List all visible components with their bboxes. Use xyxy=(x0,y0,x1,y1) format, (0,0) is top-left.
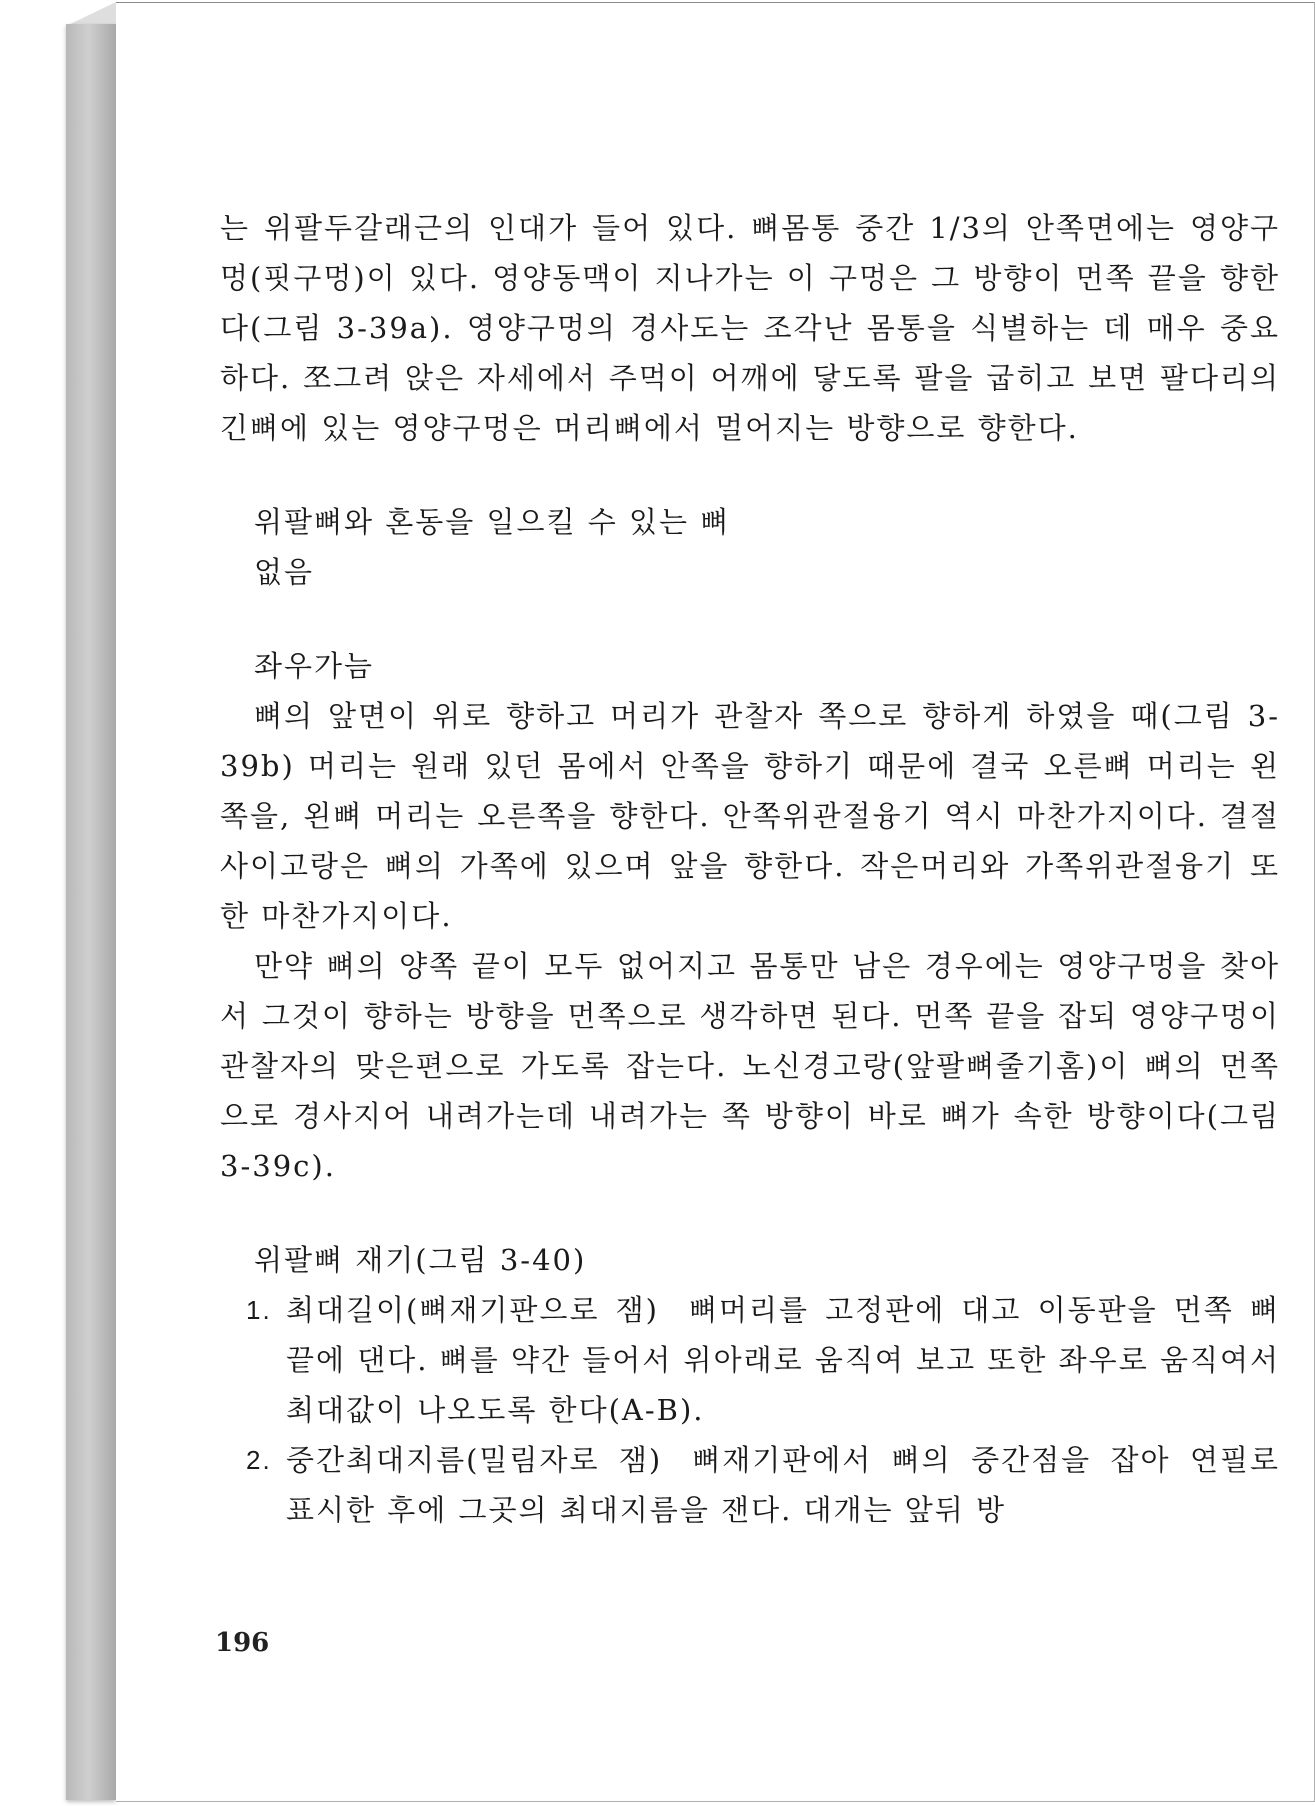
book-page xyxy=(116,2,1315,1802)
list-number: 1. xyxy=(246,1295,272,1325)
list-item-body xyxy=(286,1435,1280,1535)
list-number: 2. xyxy=(246,1445,272,1475)
page-number: 196 xyxy=(215,1628,270,1658)
book-edge-top xyxy=(66,2,116,26)
paragraph-nutrient-foramen: 는 위팔두갈래근의 인대가 들어 있다. 뼈몸통 중간 1/3의 안쪽면에는 영양구멍(핏구멍)이 있다. 영양동맥이 지나가는 이 구멍은 그 방향이 먼쪽 끝을 향한다(그림 3-39a). 영양구멍의 경사도는 조각난 몸통을 식별하는 데 매우 중요하다. 쪼그려 앉은 자세에서 주먹이 어깨에 닿도록 팔을 굽히고 보면 팔다리의 긴뼈에 있는 영양구멍은 머리뼈에서 멀어지는 방향으로 향한다. xyxy=(220,211,1280,445)
section-heading-confusion: 위팔뼈와 혼동을 일으킬 수 있는 뼈 xyxy=(254,505,731,539)
list-item-title: 최대길이(뼈재기판으로 잼) xyxy=(286,1293,659,1327)
section-heading-sides: 좌우가늠 xyxy=(254,649,375,683)
spacer xyxy=(220,453,1280,497)
section-heading-measure: 위팔뼈 재기(그림 3-40) xyxy=(254,1243,587,1277)
section-text-confusion: 없음 xyxy=(254,555,315,589)
measure-list xyxy=(220,1285,1280,1535)
list-item-title: 중간최대지름(밀림자로 잼) xyxy=(286,1443,663,1477)
page-body xyxy=(220,203,1280,1535)
list-item-text: 뼈머리를 고정판에 대고 이동판을 먼쪽 뼈끝에 댄다. 뼈를 약간 들어서 위아래로 움직여 보고 또한 좌우로 움직여서 최대값이 나오도록 한다(A-B). xyxy=(286,1293,1280,1427)
paragraph-sides-2: 만약 뼈의 양쪽 끝이 모두 없어지고 몸통만 남은 경우에는 영양구멍을 찾아서 그것이 향하는 방향을 먼쪽으로 생각하면 된다. 먼쪽 끝을 잡되 영양구멍이 관찰자의 맞은편으로 가도록 잡는다. 노신경고랑(앞팔뼈줄기홈)이 뼈의 먼쪽으로 경사지어 내려가는데 내려가는 쪽 방향이 바로 뼈가 속한 방향이다(그림 3-39c). xyxy=(220,949,1280,1183)
spacer xyxy=(220,1191,1280,1235)
paragraph-sides-1: 뼈의 앞면이 위로 향하고 머리가 관찰자 쪽으로 향하게 하였을 때(그림 3-39b) 머리는 원래 있던 몸에서 안쪽을 향하기 때문에 결국 오른뼈 머리는 왼쪽을, 왼뼈 머리는 오른쪽을 향한다. 안쪽위관절융기 역시 마찬가지이다. 결절사이고랑은 뼈의 가쪽에 있으며 앞을 향한다. 작은머리와 가쪽위관절융기 또한 마찬가지이다. xyxy=(220,699,1280,933)
list-item xyxy=(246,1435,1280,1535)
list-item-text: 뼈재기판에서 뼈의 중간점을 잡아 연필로 표시한 후에 그곳의 최대지름을 잰다. 대개는 앞뒤 방 xyxy=(286,1443,1280,1527)
book-spine xyxy=(66,24,116,1800)
list-item-body xyxy=(286,1285,1280,1435)
list-item xyxy=(246,1285,1280,1435)
spacer xyxy=(220,597,1280,641)
